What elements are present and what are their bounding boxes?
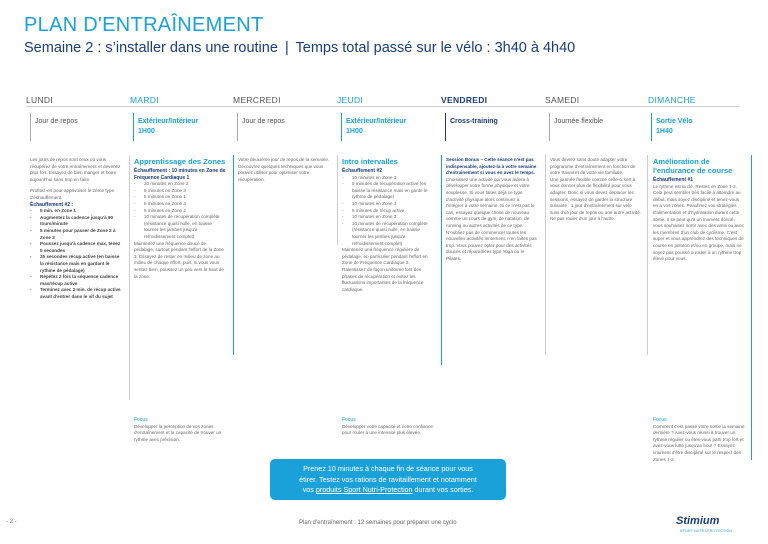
mardi-focus-text: Développer la perception de vos zones d'entraînement et la capacité de trouver un rythme avec précision.	[134, 423, 222, 442]
lundi-warmup-title: Échauffement #2 :	[30, 201, 74, 208]
jeudi-interval-list	[342, 175, 434, 248]
samedi-session-label: Journée flexible	[554, 118, 604, 125]
mardi-content	[134, 157, 226, 280]
mercredi-session-box	[237, 113, 329, 141]
footer-caption: Plan d'entraînement : 12 semaines pour préparer une cyclo	[299, 520, 457, 526]
divider-dimanche	[751, 155, 752, 460]
divider-lundi	[129, 155, 130, 400]
samedi-text-3: Ne pas rouler d'un jour à l'autre.	[550, 216, 616, 222]
day-divider	[26, 106, 740, 107]
list-item: - Terminez avec 2 min. de récup active avant d'entrer dans le vif du sujet	[30, 287, 122, 300]
jeudi-focus-title: Focus	[342, 417, 356, 423]
lundi-warmup-list	[30, 208, 122, 300]
list-item: - 5 minutes en Zone 3	[134, 201, 226, 208]
dimanche-warmup: Échauffement #1	[653, 177, 694, 183]
list-item: - 25 secondes récup active (en baisse la résistance mais en gardant le rythme de pédalage)	[30, 254, 122, 274]
lundi-content	[30, 157, 122, 300]
mardi-focus	[134, 417, 226, 443]
list-item: - 10 minutes de récupération complète (résistance quasi nulle, en baisse tourner les jambes jusqu'à refroidissement complet)	[134, 214, 226, 240]
day-lundi: LUNDI	[26, 95, 54, 105]
jeudi-focus	[342, 417, 434, 437]
callout-line-1: Prenez 10 minutes à chaque fin de séance pour vous	[303, 464, 473, 473]
day-mercredi: MERCREDI	[233, 95, 281, 105]
list-item: - 5 minutes de récupération active (en baisse la résistance mais en garde le rythme de pédalage)	[342, 181, 434, 201]
dimanche-heading: Amélioration de l'endurance de course	[653, 157, 733, 175]
samedi-text-1: Vous devrez sans doute adapter votre programme d'entraînement en fonction de votre travail et de votre vie familiale.	[550, 157, 636, 176]
list-item: - 5 minutes en Zone 3	[134, 188, 226, 195]
lundi-text-1: Les jours de repos sont ceux où vous récupérez de votre entraînement et devenez plus fort. Essayez de bien manger et boire aujourd'hui sans trop en faire.	[30, 157, 121, 182]
lundi-session-box	[30, 113, 122, 141]
mardi-heading: Apprentissage des Zones	[134, 157, 226, 166]
jeudi-session-box	[341, 113, 433, 141]
list-item: - Répétez 2 fois la séquence cadence max/récup active	[30, 274, 122, 287]
dimanche-focus	[653, 417, 745, 463]
subtitle-total-time: Temps total passé sur le vélo : 3h40 à 4h40	[295, 40, 576, 56]
dimanche-focus-title: Focus	[653, 417, 667, 423]
list-item: - 10 minutes de récupération complète (résistance quasi nulle, en baisse tourner les jambes jusqu'à refroidissement complet)	[342, 221, 434, 247]
nutri-protection-link[interactable]: produits Sport Nutri-Protection	[315, 485, 413, 494]
jeudi-focus-text: Développer votre capacité et votre confiance pour rouler à une intensité plus élevée.	[342, 423, 433, 436]
vendredi-bonus-note: Session Bonus – Cette séance n'est pas indispensable, ajoutez-la à votre semaine d'entraînement si vous en avez le temps.	[446, 157, 537, 176]
list-item: - 5 minutes pour passer de Zone 2 à Zone 3	[30, 228, 122, 241]
list-item: - Poussez jusqu'à cadence max, tenez 5 secondes	[30, 241, 122, 254]
vendredi-content	[446, 157, 538, 263]
mardi-interval-list	[134, 181, 226, 240]
dimanche-session-label: Sortie Vélo	[656, 118, 693, 125]
dimanche-focus-text: Comment c'est passé votre sortie la semaine dernière ? Avez-vous réussi à trouver un rythme régulier ou êtes-vous parti trop fort et avez-vous lutté jusqu'au bout ? Essayez vraiment d'être discipliné sur le respect des Zones 1-2.	[653, 423, 745, 462]
mardi-warmup: Échauffement : 10 minutes en Zone de Fréquence Cardiaque 1	[134, 168, 226, 181]
divider-mercredi	[337, 155, 338, 245]
subtitle-week: Semaine 2 : s’installer dans une routine	[24, 40, 278, 56]
lundi-session-label: Jour de repos	[35, 118, 78, 125]
divider-jeudi	[441, 155, 442, 365]
subtitle-separator: |	[284, 40, 289, 56]
vendredi-session-box	[445, 113, 537, 141]
mardi-session-duration: 1H00	[138, 128, 155, 135]
day-header-row	[26, 95, 740, 105]
dimanche-content	[653, 157, 745, 263]
vendredi-session-label: Cross-training	[450, 118, 498, 125]
stimium-logo: Stimium	[676, 515, 720, 527]
list-item: - 5 min. en Zone 1	[30, 208, 122, 215]
samedi-session-box	[549, 113, 641, 141]
list-item: - 5 minutes de récup active	[342, 208, 434, 215]
page-number: - 2 -	[6, 519, 17, 525]
page-subtitle	[24, 40, 575, 56]
jeudi-text: Maintenez une fréquence régulière de pédalage, en particulier pendant l'effort en Zone de Fréquence Cardiaque 3. Ralentissez de façon uniforme lors des phases de récupération et évitez les fluctuations importantes de la fréquence cardiaque.	[342, 247, 428, 292]
list-item: - 5 minutes en Zone 2	[134, 208, 226, 215]
divider-mardi	[233, 155, 234, 355]
callout-line-2: étirer. Testez vos rations de ravitaillement et notamment	[299, 474, 477, 484]
jeudi-content	[342, 157, 434, 293]
dimanche-session-duration: 1H40	[656, 128, 673, 135]
mardi-focus-title: Focus	[134, 417, 148, 423]
jeudi-heading: Intro intervalles	[342, 157, 398, 166]
day-mardi: MARDI	[130, 95, 159, 105]
dimanche-text: Le rythme est la clé. Restez en Zone 1-2. Cela peut sembler très facile à atteindre au début, mais soyez discipliné et tenez-vous en à vos zones. Peaufinez vos stratégies d'alimentation et d'hydratation durant cette sortie. Il se peut qu'à un moment donné, vous souhaitiez sortir avec des amis ou avec les membres d'un club de cyclisme. C'est super et vous apprendrez des techniques de course en peloton et/ou en groupe, mais ne soyez pas poussé à rouler à un rythme trop élevé pour vous.	[653, 183, 745, 262]
list-item: - 10 minutes en Zone 3	[342, 175, 434, 182]
mardi-text: Maintenez une fréquence douce de pédalage, surtout pendant l'effort de la Zone 3. Essayez de rester en milieu de zone au milieu de chaque effort, puis, si vous vous sentez bien, poussez un peu vers le haut de la zone.	[134, 240, 224, 279]
list-item: - 5 minutes en Zone 1	[134, 194, 226, 201]
stretching-tip-callout	[270, 459, 506, 500]
logo-tagline: SPORT NUTRI-PROTECTION	[680, 529, 733, 533]
callout-line-3	[270, 485, 506, 496]
jeudi-session-label: Extérieur/Intérieur	[346, 118, 407, 125]
dimanche-session-box	[651, 113, 743, 141]
callout-text-post: durant vos sorties.	[412, 485, 474, 494]
lundi-text-2: Profitez-en pour apprivoiser le 2ème type d'échauffement.	[30, 188, 115, 200]
vendredi-text: Choisissez une activité qui vous aidera à développer votre forme physique et votre souplesse. Si vous faites déjà ce type d'activité physique alors continuez à l'intégrer à votre semaine. Si ce n'est pas le cas, essayez quelque chose de nouveau comme un cours de gym, de natation, de running ou autres activités de ce type. N'oubliez pas de commencer toutes les nouvelles activités lentement, n'en faites pas trop. Vous pouvez opter pour des activités douces et réparatrices type Yoga ou le Pilates.	[446, 176, 537, 261]
mardi-session-box	[133, 113, 225, 141]
day-jeudi: JEUDI	[337, 95, 364, 105]
jeudi-session-duration: 1H00	[346, 128, 363, 135]
mercredi-session-label: Jour de repos	[242, 118, 285, 125]
list-item: - Augmentez la cadence jusqu'à 90 tours/minute	[30, 215, 122, 228]
day-dimanche: DIMANCHE	[648, 95, 696, 105]
list-item: - 10 minutes en Zone 3	[342, 214, 434, 221]
list-item: - 20 minutes en Zone 2	[134, 181, 226, 188]
samedi-content	[550, 157, 642, 223]
divider-vendredi	[545, 155, 546, 355]
page-title: PLAN D'ENTRAÎNEMENT	[24, 14, 264, 36]
samedi-text-2: Une journée flexible comme celle-ci sert à vous donner plus de flexibilité pour vous adapter. Donc si vous devez déplacer les sessions, essayez de garder la structure suivante : 1 jour d'entraînement sur vélo suivi d'un jour de repos ou une autre activité.	[550, 176, 642, 215]
callout-text-pre: vos	[302, 485, 316, 494]
mercredi-text: Votre deuxième jour de repos de la semaine. Découvrez quelques techniques que vous pouvez utiliser pour optimiser votre récupération.	[238, 157, 330, 182]
divider-samedi	[647, 155, 648, 355]
day-vendredi: VENDREDI	[441, 95, 488, 105]
mercredi-content	[238, 157, 330, 183]
list-item: - 10 minutes en Zone 3	[342, 201, 434, 208]
day-samedi: SAMEDI	[545, 95, 580, 105]
mardi-session-label: Extérieur/Intérieur	[138, 118, 199, 125]
jeudi-warmup: Échauffement #2	[342, 168, 383, 174]
